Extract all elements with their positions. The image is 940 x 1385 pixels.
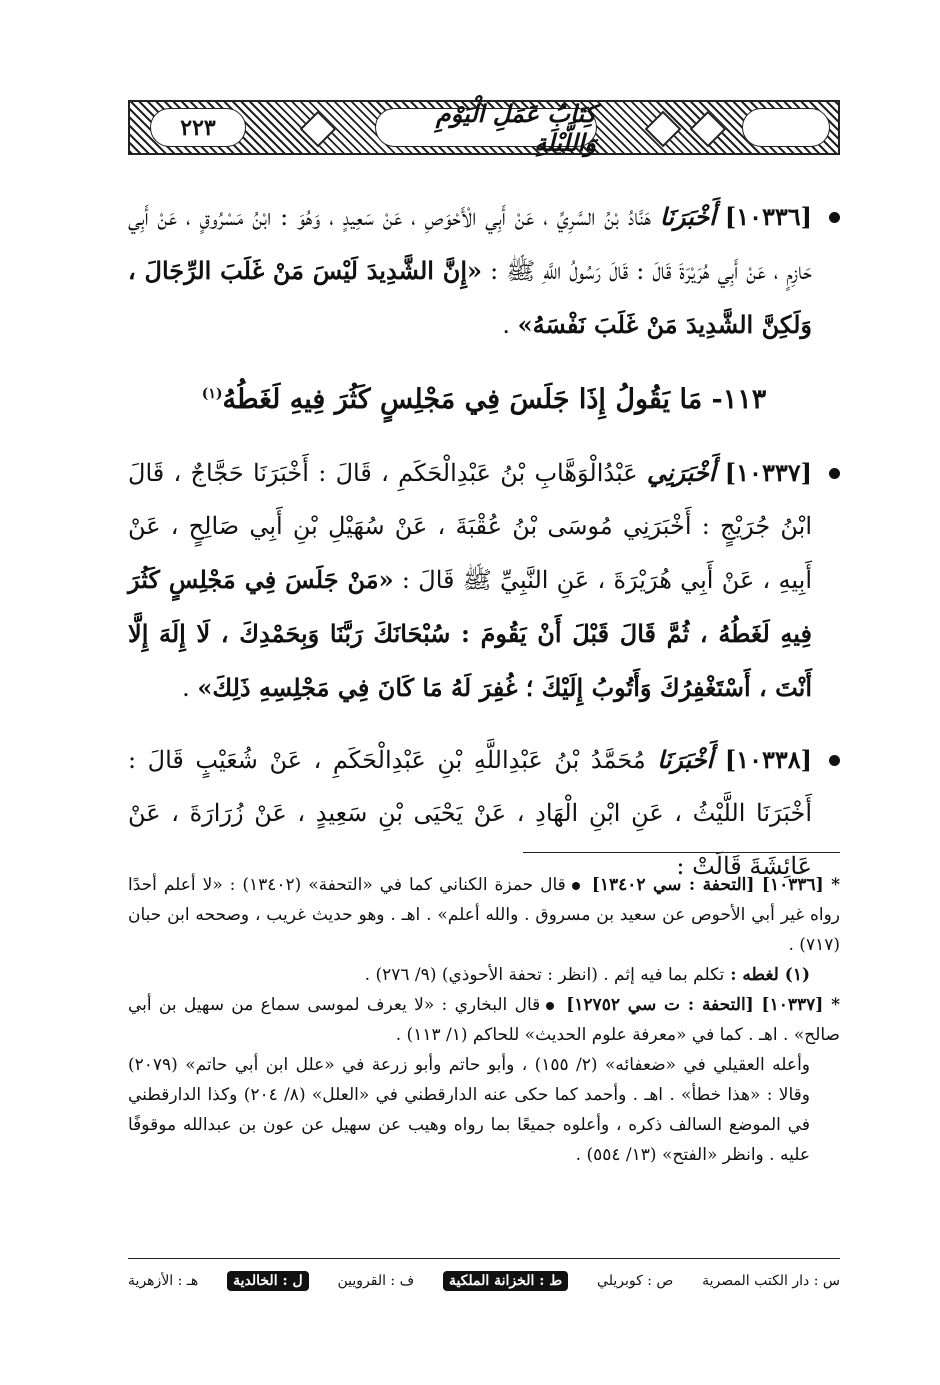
ornament-icon	[690, 111, 727, 148]
hadith-10338	[128, 733, 840, 893]
footnote-divider	[523, 852, 840, 853]
legend-item: س : دار الكتب المصرية	[702, 1273, 840, 1289]
isnad-text: مُحَمَّدُ بْنُ عَبْدِاللَّهِ بْنِ عَبْدِالْحَكَمِ ، عَنْ شُعَيْبٍ قَالَ : أَخْبَرَنَا اللَّيْثُ ، عَنِ ابْنِ الْهَادِ ، عَنْ يَحْيَى بْنِ سَعِيدٍ ، عَنْ زُرَارَةَ ، عَنْ عَائِشَةَ قَالَتْ :	[128, 746, 812, 880]
chapter-heading	[128, 374, 840, 420]
note-text: قال حمزة الكناني كما في «التحفة» (١٣٤٠٢) : «لا أعلم أحدًا رواه غير أبي الأحوص عن سعيد بن مسروق . والله أعلم» . اهـ . وهو حديث غريب ، وصححه ابن حبان (٧١٧) .	[128, 875, 840, 955]
legend-item-boxed: ل : الخالدية	[227, 1271, 309, 1291]
note-head: * [١٠٣٣٧] [التحفة : ت سي ١٢٧٥٢]	[566, 995, 840, 1015]
note-10337-cont: وأعله العقيلي في «ضعفائه» (٢/ ١٥٥) ، وأبو حاتم وأبو زرعة في «علل ابن أبي حاتم» (٢٠٧٩) وقالا : «هذا خطأ» . اهـ . وأحمد كما حكى عنه الدارقطني في «العلل» (٨/ ٢٠٤) وكذا الدارقطني في الموضع السالف ذكره ، وأعلوه جميعًا بما رواه وهيب عن سهيل عن عون بن عبدالله موقوفًا عليه . وانظر «الفتح» (١٣/ ٥٥٤) .	[128, 1055, 810, 1165]
note-text: قال البخاري : «لا يعرف لموسى سماع من سهيل بن أبي صالح» . اهـ . كما في «معرفة علوم الحديث» للحاكم (١/ ١١٣) .	[128, 995, 840, 1045]
hadith-verb: أَخْبَرَنِي	[646, 458, 716, 487]
note-1	[128, 960, 840, 990]
running-title: كِتَابُ عَمَلِ الْيَوْمِ وَاللَّيْلَةِ	[375, 108, 597, 147]
hadith-number: [١٠٣٣٨]	[724, 745, 812, 774]
main-text	[128, 190, 840, 911]
legend-item: هـ : الأزهرية	[128, 1273, 199, 1289]
legend-item: ص : كوبريلي	[597, 1273, 674, 1289]
bullet-icon	[829, 212, 840, 223]
bullet-icon	[546, 1002, 554, 1010]
end-mark: .	[182, 674, 198, 702]
hadith-verb: أَخْبَرَنَا	[659, 202, 716, 231]
book-logo: السنن الكبرى	[742, 108, 830, 147]
legend-item-boxed: ط : الخزانة الملكية	[443, 1271, 568, 1291]
note-text: تكلم بما فيه إثم . (انظر : تحفة الأحوذي) (٩/ ٢٧٦) .	[364, 965, 725, 985]
isnad-text: هَنَّادُ بْنُ السَّرِيِّ ، عَنْ أَبِي الْأَحْوَصِ ، عَنْ سَعِيدٍ ، وَهُوَ : ابْنُ مَسْرُوقٍ ، عَنْ أَبِي حَازِمٍ ، عَنْ أَبِي هُرَيْرَةَ قَالَ : قَالَ رَسُولُ اللَّهِ ﷺ :	[128, 203, 812, 285]
end-mark: .	[502, 311, 518, 339]
legend-divider	[128, 1258, 840, 1259]
hadith-number: [١٠٣٣٧]	[724, 458, 812, 487]
note-10337	[128, 990, 840, 1050]
footnote-ref: (١)	[201, 386, 223, 402]
note-head: * [١٠٣٣٦] [التحفة : سي ١٣٤٠٢]	[591, 875, 841, 895]
footnotes	[128, 870, 840, 1170]
matn-text: «إِنَّ الشَّدِيدَ لَيْسَ مَنْ غَلَبَ الرِّجَالَ ، وَلَكِنَّ الشَّدِيدَ مَنْ غَلَبَ نَفْسَهُ»	[128, 256, 812, 339]
sigla-legend	[128, 1266, 840, 1296]
legend-item: ف : القرويين	[337, 1273, 415, 1289]
matn-text: «مَنْ جَلَسَ فِي مَجْلِسٍ كَثُرَ فِيهِ لَغَطُهُ ، ثُمَّ قَالَ قَبْلَ أَنْ يَقُومَ : سُبْحَانَكَ رَبَّنَا وَبِحَمْدِكَ ، لَا إِلَهَ إِلَّا أَنْتَ ، أَسْتَغْفِرُكَ وَأَتُوبُ إِلَيْكَ ؛ غُفِرَ لَهُ مَا كَانَ فِي مَجْلِسِهِ ذَلِكَ»	[128, 565, 813, 702]
isnad-text: عَبْدُالْوَهَّابِ بْنُ عَبْدِالْحَكَمِ ، قَالَ : أَخْبَرَنَا حَجَّاجٌ ، قَالَ ابْنُ جُرَيْجٍ : أَخْبَرَنِي مُوسَى بْنُ عُقْبَةَ ، عَنْ سُهَيْلِ بْنِ أَبِي صَالِحٍ ، عَنْ أَبِيهِ ، عَنْ أَبِي هُرَيْرَةَ ، عَنِ النَّبِيِّ ﷺ قَالَ :	[128, 459, 813, 594]
bullet-icon	[829, 755, 840, 766]
hadith-number: [١٠٣٣٦]	[724, 202, 812, 231]
bullet-icon	[829, 468, 840, 479]
hadith-10337	[128, 446, 840, 715]
note-head: (١) لغطه :	[730, 965, 810, 985]
ornament-icon	[645, 111, 682, 148]
bullet-icon	[572, 882, 580, 890]
hadith-verb: أَخْبَرَنَا	[657, 745, 714, 774]
chapter-title: ١١٣- مَا يَقُولُ إِذَا جَلَسَ فِي مَجْلِسٍ كَثُرَ فِيهِ لَغَطُهُ	[222, 384, 767, 415]
page-header	[128, 100, 840, 155]
page-number: ٢٢٣	[150, 108, 246, 147]
hadith-10336	[128, 190, 840, 352]
note-10336	[128, 870, 840, 960]
ornament-icon	[300, 111, 337, 148]
